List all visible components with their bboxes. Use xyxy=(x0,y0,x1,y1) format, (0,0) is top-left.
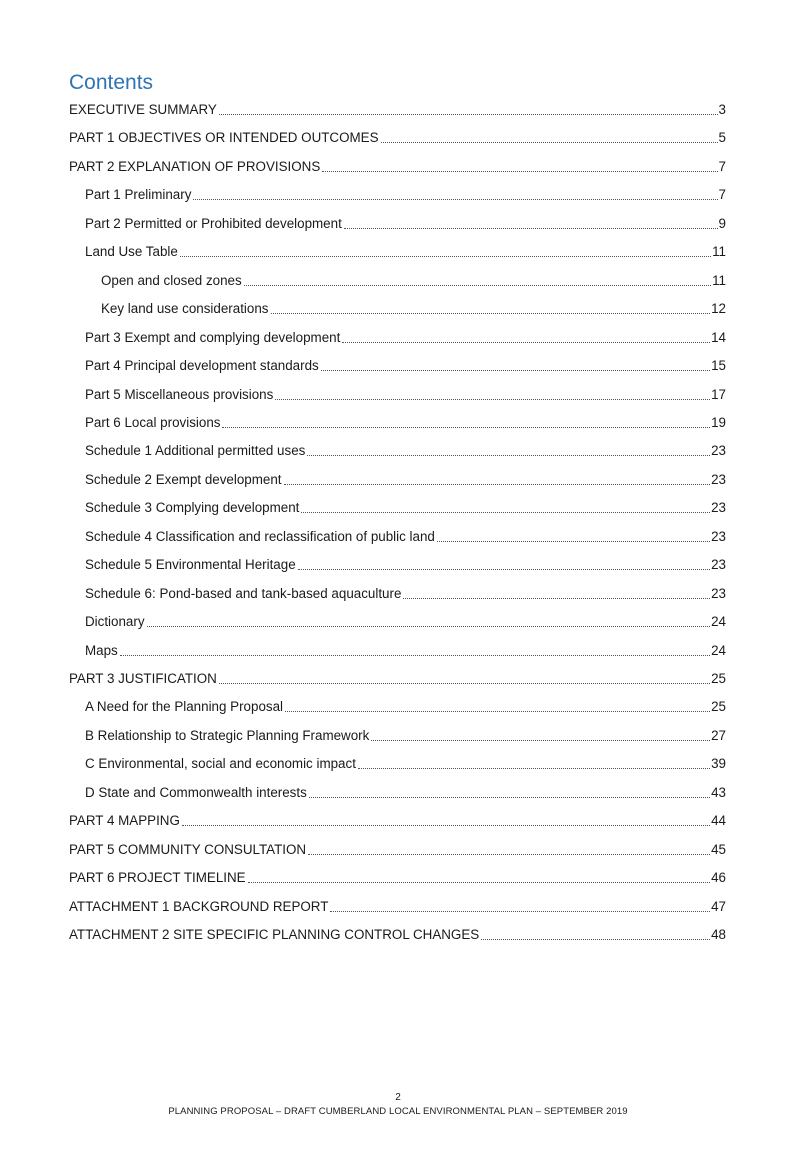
toc-dot-leader xyxy=(244,284,711,286)
toc-dot-leader xyxy=(301,511,710,513)
toc-entry[interactable] xyxy=(85,722,726,744)
toc-dot-leader xyxy=(219,113,718,115)
toc-dot-leader xyxy=(437,540,710,542)
toc-dot-leader xyxy=(307,454,710,456)
toc-entry-label: D State and Commonwealth interests xyxy=(85,784,307,800)
toc-entry[interactable] xyxy=(85,637,726,659)
toc-entry-page-number: 47 xyxy=(711,898,726,914)
toc-entry-page-number: 48 xyxy=(711,927,726,943)
toc-entry[interactable] xyxy=(69,124,726,146)
toc-entry[interactable] xyxy=(85,238,726,260)
toc-entry-page-number: 45 xyxy=(711,841,726,857)
toc-entry[interactable] xyxy=(69,921,726,943)
toc-entry[interactable] xyxy=(69,665,726,687)
toc-entry-label: Schedule 6: Pond-based and tank-based aquaculture xyxy=(85,585,402,601)
toc-entry-label: PART 2 EXPLANATION OF PROVISIONS xyxy=(69,158,321,174)
toc-dot-leader xyxy=(271,312,711,314)
toc-dot-leader xyxy=(193,198,717,200)
toc-entry-page-number: 17 xyxy=(711,386,726,402)
toc-entry-label: Maps xyxy=(85,642,118,658)
toc-entry-page-number: 14 xyxy=(711,329,726,345)
toc-entry[interactable] xyxy=(85,608,726,630)
toc-entry-page-number: 7 xyxy=(718,187,726,203)
toc-heading: Contents xyxy=(69,71,154,94)
toc-dot-leader xyxy=(403,597,710,599)
toc-dot-leader xyxy=(358,767,710,769)
toc-dot-leader xyxy=(180,255,711,257)
toc-entry[interactable] xyxy=(85,779,726,801)
toc-entry[interactable] xyxy=(85,181,726,203)
toc-entry-page-number: 11 xyxy=(712,244,726,260)
toc-dot-leader xyxy=(120,654,710,656)
toc-dot-leader xyxy=(285,710,710,712)
toc-dot-leader xyxy=(342,341,710,343)
toc-entry[interactable] xyxy=(69,893,726,915)
toc-dot-leader xyxy=(330,910,710,912)
toc-entry-label: ATTACHMENT 2 SITE SPECIFIC PLANNING CONTROL CHANGES xyxy=(69,927,480,943)
toc-dot-leader xyxy=(309,796,710,798)
toc-entry-page-number: 12 xyxy=(711,301,726,317)
toc-dot-leader xyxy=(248,881,710,883)
toc-entry-page-number: 15 xyxy=(711,358,726,374)
toc-entry[interactable] xyxy=(101,267,726,289)
toc-dot-leader xyxy=(308,853,710,855)
toc-entry-page-number: 24 xyxy=(711,642,726,658)
toc-entry-label: Part 2 Permitted or Prohibited development xyxy=(85,215,342,231)
footer-text: PLANNING PROPOSAL – DRAFT CUMBERLAND LOCAL ENVIRONMENTAL PLAN – SEPTEMBER 2019 xyxy=(168,1106,628,1117)
toc-entry-label: Land Use Table xyxy=(85,244,178,260)
toc-dot-leader xyxy=(284,483,711,485)
toc-dot-leader xyxy=(298,568,710,570)
toc-entry-page-number: 7 xyxy=(718,158,726,174)
toc-entry[interactable] xyxy=(85,580,726,602)
toc-entry-label: Part 4 Principal development standards xyxy=(85,358,319,374)
toc-entry-page-number: 25 xyxy=(711,671,726,686)
toc-dot-leader xyxy=(321,369,710,371)
footer-page-number: 2 xyxy=(395,1092,401,1103)
toc-entry-page-number: 23 xyxy=(711,557,726,573)
toc-dot-leader xyxy=(481,938,710,940)
toc-entry[interactable] xyxy=(85,437,726,459)
toc-entry-label: PART 4 MAPPING xyxy=(69,813,180,829)
toc-entry-label: Schedule 4 Classification and reclassification of public land xyxy=(85,528,435,544)
toc-entry-label: Schedule 5 Environmental Heritage xyxy=(85,557,296,573)
toc-entry-page-number: 25 xyxy=(711,699,726,715)
toc-entry[interactable] xyxy=(85,409,726,431)
toc-entry-label: Schedule 1 Additional permitted uses xyxy=(85,443,306,459)
toc-entry-page-number: 11 xyxy=(712,272,726,288)
toc-entry-page-number: 23 xyxy=(711,500,726,516)
toc-entry-page-number: 19 xyxy=(711,414,726,430)
toc-entry-page-number: 5 xyxy=(718,130,726,146)
toc-entry-label: PART 3 JUSTIFICATION xyxy=(69,671,217,686)
toc-entry-page-number: 43 xyxy=(711,784,726,800)
toc-entry-label: Part 6 Local provisions xyxy=(85,414,221,430)
toc-entry[interactable] xyxy=(85,381,726,403)
toc-entry-page-number: 44 xyxy=(711,813,726,829)
toc-dot-leader xyxy=(219,682,710,684)
toc-entry-label: Part 3 Exempt and complying development xyxy=(85,329,341,345)
toc-entry-label: Key land use considerations xyxy=(101,301,269,317)
toc-dot-leader xyxy=(275,398,710,400)
toc-entry-label: Part 5 Miscellaneous provisions xyxy=(85,386,274,402)
toc-dot-leader xyxy=(222,426,710,428)
toc-entry-label: C Environmental, social and economic impact xyxy=(85,756,356,772)
toc-dot-leader xyxy=(371,739,710,741)
toc-entry-label: ATTACHMENT 1 BACKGROUND REPORT xyxy=(69,898,329,914)
toc-dot-leader xyxy=(381,141,718,143)
toc-entry-label: A Need for the Planning Proposal xyxy=(85,699,284,715)
toc-entry[interactable] xyxy=(85,324,726,346)
toc-entry[interactable] xyxy=(85,210,726,232)
toc-entry[interactable] xyxy=(85,750,726,772)
toc-entry-page-number: 23 xyxy=(711,443,726,459)
toc-dot-leader xyxy=(147,625,711,627)
toc-entry[interactable] xyxy=(69,96,726,118)
toc-entry-label: Schedule 2 Exempt development xyxy=(85,471,282,487)
toc-entry-label: Schedule 3 Complying development xyxy=(85,500,300,516)
toc-entry[interactable] xyxy=(69,153,726,175)
toc-entry[interactable] xyxy=(85,494,726,516)
toc-entry-page-number: 9 xyxy=(718,215,726,231)
toc-entry[interactable] xyxy=(85,693,726,715)
toc-entry-page-number: 24 xyxy=(711,614,726,630)
toc-entry[interactable] xyxy=(69,807,726,829)
toc-entry-label: PART 6 PROJECT TIMELINE xyxy=(69,870,246,886)
toc-entry-label: Part 1 Preliminary xyxy=(85,187,192,203)
toc-entry-page-number: 3 xyxy=(718,102,726,117)
toc-entry[interactable] xyxy=(69,836,726,858)
toc-entry-page-number: 23 xyxy=(711,471,726,487)
toc-entry-page-number: 46 xyxy=(711,870,726,886)
toc-dot-leader xyxy=(322,170,717,172)
toc-entry-page-number: 23 xyxy=(711,585,726,601)
toc-entry[interactable] xyxy=(69,864,726,886)
toc-entry-label: Dictionary xyxy=(85,614,145,630)
toc-entry-label: Open and closed zones xyxy=(101,272,242,288)
toc-entry[interactable] xyxy=(85,466,726,488)
toc-dot-leader xyxy=(344,227,718,229)
toc-entry[interactable] xyxy=(101,295,726,317)
toc-entry-page-number: 39 xyxy=(711,756,726,772)
toc-dot-leader xyxy=(182,824,710,826)
toc-entry-label: EXECUTIVE SUMMARY xyxy=(69,102,217,117)
toc-entry[interactable] xyxy=(85,523,726,545)
toc-entry[interactable] xyxy=(85,352,726,374)
toc-entry-label: PART 1 OBJECTIVES OR INTENDED OUTCOMES xyxy=(69,130,379,146)
toc-entry-label: PART 5 COMMUNITY CONSULTATION xyxy=(69,841,307,857)
toc-entry[interactable] xyxy=(85,551,726,573)
toc-entry-page-number: 23 xyxy=(711,528,726,544)
toc-entry-page-number: 27 xyxy=(711,727,726,743)
toc-entry-label: B Relationship to Strategic Planning Framework xyxy=(85,727,370,743)
